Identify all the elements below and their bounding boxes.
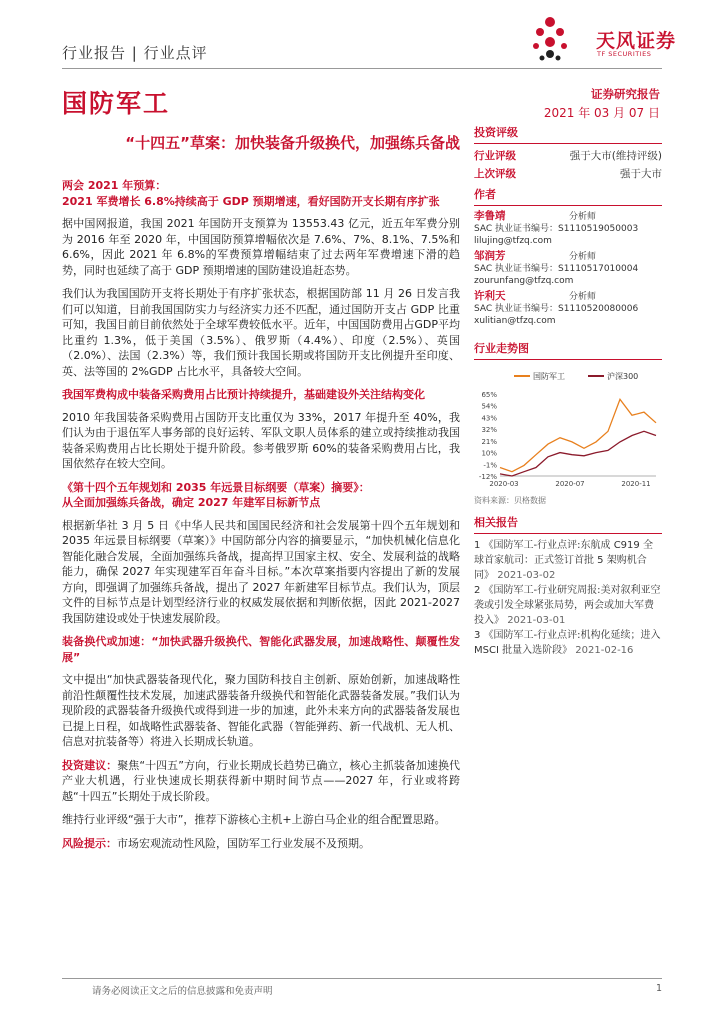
- section-subheading: 我国军费构成中装备采购费用占比预计持续提升，基础建设外关注结构变化: [62, 388, 425, 401]
- trend-panel: [474, 340, 662, 506]
- body-paragraph: 我们认为我国国防开支将长期处于有序扩张状态，根据国防部 11 月 26 日发言我们可以知道，目前我国国防实力与经济实力还不匹配，通过国防开支占 GDP 比重可知，我国目前目前依然处于全球军费较低水平。近年，中国国防费用占GDP平均比重约 1.3%，低于美国（3.5%）、俄罗斯（4.4%）、印度（2.5%）、英国（2.0%）、法国（2.3%）等，我们预计我国长期或将国防开支比例提升至印度、英、法等国的 2%GDP 占比水平，具备较大空间。: [62, 287, 460, 378]
- author-role: 分析师: [569, 252, 597, 262]
- section-subheading: 装备换代或加速：“加快武器升级换代、智能化武器发展，加速战略性、颠覆性发展”: [62, 635, 460, 664]
- author-role: 分析师: [569, 292, 597, 302]
- author-role: 分析师: [569, 212, 597, 222]
- author-email[interactable]: zourunfang@tfzq.com: [474, 276, 574, 286]
- author-sac: SAC 执业证书编号：S1110519050003: [474, 224, 639, 234]
- paragraph-text: 聚焦“十四五”方向，行业长期成长趋势已确立，核心主抓装备加速换代产业大机遇，行业快速成长期获得新中期时间节点——2027 年，行业或将跨越“十四五”长期处于成长阶段。: [62, 758, 461, 803]
- report-kind: 证券研究报告: [591, 87, 660, 101]
- x-tick-label: 2020-11: [621, 480, 651, 488]
- related-report-title[interactable]: 1 《国防军工-行业点评:东航成 C919 全球首家航司：正式签订首批 5 架购机合同》: [474, 540, 653, 581]
- series-line: [500, 431, 656, 476]
- headline: “十四五”草案：加快装备升级换代，加强练兵备战: [125, 134, 460, 152]
- rating-row: [474, 148, 662, 163]
- y-tick-label: 65%: [481, 391, 497, 399]
- legend-label: 国防军工: [533, 372, 565, 381]
- rating-value: 强于大市(维持评级): [569, 150, 662, 162]
- y-tick-label: 43%: [481, 414, 497, 423]
- report-date: 2021 年 03 月 07 日: [543, 106, 660, 120]
- related-report-title[interactable]: 3 《国防军工-行业点评:机构化延续；进入 MSCI 批量入选阶段》: [474, 630, 661, 656]
- y-tick-label: 10%: [481, 449, 497, 458]
- x-tick-label: 2020-03: [489, 480, 519, 488]
- y-tick-label: 54%: [481, 402, 497, 411]
- authors-panel: [474, 186, 662, 330]
- industry-title: 国防军工: [62, 89, 171, 118]
- body-paragraph: 根据新华社 3 月 5 日《中华人民共和国国民经济和社会发展第十四个五年规划和 2035 年远景目标纲要（草案）》中国防部分内容的摘要显示，“加快机械化信息化智能化融合发展，全面加强练兵备战，提高捍卫国家主权、安全、发展利益的战略能力，确保 2027 年实现建军百年奋斗目标。”本次草案指要内容提出了新的发展方向，即强调了加强练兵备战，提出了 2027 年新建军目标节点。我们认为，顶层文件的目标节点是计划型经济行业的权威发展依据和判断依据，因此 2021-2027 我国防建设或处于快速发展阶段。: [62, 518, 460, 625]
- labeled-paragraph: [62, 758, 460, 805]
- rating-label: 上次评级: [474, 168, 516, 180]
- rating-row: [474, 166, 662, 181]
- related-panel: [474, 514, 662, 658]
- author-email[interactable]: xulitian@tfzq.com: [474, 316, 556, 326]
- related-report-item[interactable]: [474, 583, 662, 628]
- y-tick-label: 21%: [481, 437, 497, 446]
- page-number: 1: [656, 983, 663, 994]
- authors-section-title: 作者: [474, 186, 662, 206]
- footer-rule: [62, 978, 662, 979]
- rating-label: 行业评级: [474, 150, 516, 162]
- labeled-paragraph: [62, 836, 460, 852]
- body-paragraph: 2010 年我国装备采购费用占国防开支比重仅为 33%，2017 年提升至 40%，我们认为由于退伍军人事务部的良好运转、军队文职人员体系的建立或持续推动我国装备采购费用占比长期处于提升阶段。参考俄罗斯 60%的装备采购费用占比，我国依然存在较大空间。: [62, 410, 460, 470]
- body-paragraph: 文中提出“加快武器装备现代化，聚力国防科技自主创新、原始创新，加速战略性前沿性颠覆性技术发展，加速武器装备升级换代和智能化武器装备发展。”我们认为现阶段的武器装备升级换代或得到进一步的加速，此外未来方向的武器装备发展也已提上日程，如战略性武器装备、智能化武器（智能弹药、新一代战机、无人机、信息对抗装备等）将进入长期成长轨道。: [62, 673, 460, 748]
- rating-value: 强于大市: [620, 168, 662, 180]
- trend-section-title: 行业走势图: [474, 340, 662, 360]
- related-report-item[interactable]: [474, 628, 662, 658]
- section-subheading: 从全面加强练兵备战，确定 2027 年建军目标新节点: [62, 496, 321, 509]
- related-report-date: 2021-02-16: [575, 645, 634, 656]
- trend-chart: [474, 364, 662, 492]
- rating-panel: [474, 124, 662, 184]
- chart-source: 资料来源：贝格数据: [474, 496, 546, 505]
- logo-subtext: TF SECURITIES: [597, 50, 652, 58]
- related-report-title[interactable]: 2 《国防军工-行业研究周报:美对叙利亚空袭或引发全球紧张局势，两会或加大军费投入》: [474, 585, 661, 626]
- paragraph-label: 投资建议：: [62, 758, 118, 772]
- related-report-item[interactable]: [474, 538, 662, 583]
- rating-section-title: 投资评级: [474, 124, 662, 144]
- author-name: 李鲁靖: [474, 210, 506, 222]
- related-section-title: 相关报告: [474, 514, 662, 534]
- legend-label: 沪深300: [607, 372, 639, 381]
- logo-text: 天风证券: [596, 30, 677, 52]
- main-body: [62, 178, 460, 859]
- section-heading: 两会 2021 年预算：: [62, 179, 167, 192]
- author-email[interactable]: lilujing@tfzq.com: [474, 236, 552, 246]
- author-name: 邹润芳: [474, 250, 506, 262]
- paragraph-label: 风险提示：: [62, 836, 117, 850]
- body-paragraph: 维持行业评级“强于大市”，推荐下游核心主机+上游白马企业的组合配置思路。: [62, 813, 446, 826]
- author-name: 许利天: [474, 290, 506, 302]
- section-heading: 《第十四个五年规划和 2035 年远景目标纲要（草案）摘要》：: [62, 480, 370, 494]
- report-type-label: 行业报告 | 行业点评: [62, 44, 208, 62]
- section-subheading: 2021 军费增长 6.8%持续高于 GDP 预期增速，看好国防开支长期有序扩张: [62, 194, 440, 208]
- body-paragraph: 据中国网报道，我国 2021 年国防开支预算为 13553.43 亿元，近五年军费分别为 2016 年至 2020 年，中国国防预算增幅依次是 7.6%、7%、8.1%、7.5%和 6.6%，因此 2021 年 6.8%的军费预算增幅结束了过去两年军费增速下滑的趋势，同时也延续了高于 GDP 预期增速的国防建设追赶态势。: [62, 217, 460, 277]
- y-tick-label: 32%: [481, 426, 497, 435]
- author-entry: [474, 250, 662, 287]
- related-report-date: 2021-03-01: [507, 615, 566, 626]
- author-entry: [474, 290, 662, 327]
- footer-disclaimer: 请务必阅读正文之后的信息披露和免责声明: [92, 986, 273, 997]
- author-entry: [474, 210, 662, 247]
- y-tick-label: -12%: [478, 473, 497, 481]
- header-rule: [62, 68, 662, 69]
- author-sac: SAC 执业证书编号：S1110517010004: [474, 264, 639, 274]
- y-tick-label: -1%: [483, 461, 497, 470]
- author-sac: SAC 执业证书编号：S1110520080006: [474, 304, 639, 314]
- paragraph-text: 市场宏观流动性风险，国防军工行业发展不及预期。: [117, 836, 370, 850]
- x-tick-label: 2020-07: [555, 480, 585, 488]
- related-report-date: 2021-03-02: [497, 570, 556, 581]
